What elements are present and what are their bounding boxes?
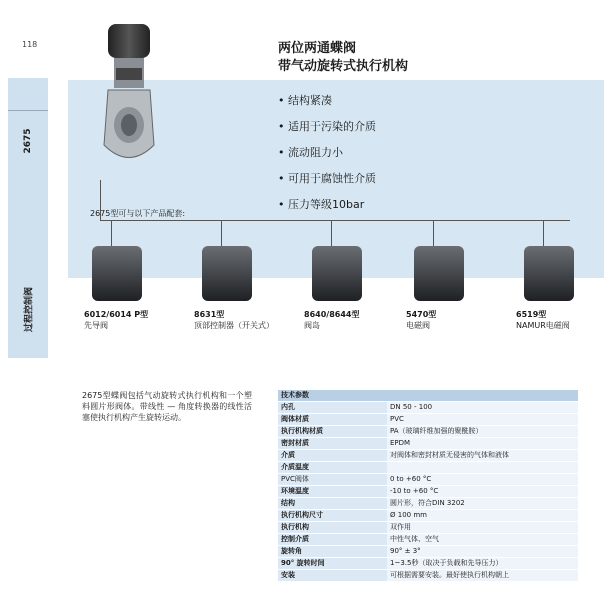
connector-line [100, 220, 570, 221]
accessory-desc: 顶部控制器（开关式） [194, 321, 274, 330]
feature-item: • 压力等级10bar [278, 198, 376, 224]
valve-island-image [312, 246, 362, 301]
accessory-name: 8640/8644型 [304, 310, 360, 319]
table-row [278, 426, 578, 438]
feature-item: • 可用于腐蚀性介质 [278, 172, 376, 198]
accessory-pilot-valve [84, 246, 164, 331]
spec-key: 控制介质 [278, 534, 387, 546]
spec-value: -10 to +60 °C [387, 486, 578, 498]
solenoid-valve-image [414, 246, 464, 301]
spec-key: 执行机构尺寸 [278, 510, 387, 522]
spec-key: 介质 [278, 450, 387, 462]
spec-value: 中性气体、空气 [387, 534, 578, 546]
spec-key: 结构 [278, 498, 387, 510]
spec-value: 双作用 [387, 522, 578, 534]
table-row [278, 558, 578, 570]
table-row [278, 534, 578, 546]
spec-value: PVC [387, 414, 578, 426]
spec-key: 旋转角 [278, 546, 387, 558]
namur-valve-image [524, 246, 574, 301]
spec-key: 介质温度 [278, 462, 387, 474]
feature-item: • 结构紧凑 [278, 94, 376, 120]
product-description: 2675型蝶阀包括气动旋转式执行机构和一个塑料圆片形阀体。带线性 — 角度转换器的线性活塞使执行机构产生旋转运动。 [82, 391, 252, 422]
accessory-top-controller [194, 246, 274, 331]
feature-list [278, 94, 376, 224]
table-row [278, 570, 578, 582]
feature-item: • 流动阻力小 [278, 146, 376, 172]
side-tab-code: 2675 [23, 128, 33, 154]
accessory-desc: 阀岛 [304, 321, 320, 330]
side-tab [8, 78, 48, 358]
title-line-1: 两位两通蝶阀 [278, 41, 357, 56]
page-number: 118 [22, 40, 38, 49]
spec-key: 执行机构材质 [278, 426, 387, 438]
spec-value: PA（玻璃纤维加强的聚酰胺） [387, 426, 578, 438]
spec-value: 对阀体和密封材质无侵害的气体和液体 [387, 450, 578, 462]
table-row [278, 474, 578, 486]
butterfly-valve-image [96, 20, 162, 180]
feature-item: • 适用于污染的介质 [278, 120, 376, 146]
side-tab-divider [8, 110, 48, 111]
accessory-desc: 电磁阀 [406, 321, 430, 330]
accessory-note: 2675型可与以下产品配套: [90, 209, 186, 218]
spec-key: 90° 旋转时间 [278, 558, 387, 570]
spec-table [278, 390, 578, 582]
accessory-name: 8631型 [194, 310, 225, 319]
accessory-namur-valve [516, 246, 596, 331]
accessory-name: 5470型 [406, 310, 437, 319]
spec-key: 阀体材质 [278, 414, 387, 426]
table-row [278, 462, 578, 474]
spec-key: 环境温度 [278, 486, 387, 498]
accessory-desc: 先导阀 [84, 321, 108, 330]
spec-value: 可根据需要安装。最好使执行机构朝上 [387, 570, 578, 582]
spec-value: 1~3.5秒（取决于负载和先导压力） [387, 558, 578, 570]
spec-key: 安装 [278, 570, 387, 582]
spec-value: DN 50 - 100 [387, 402, 578, 414]
spec-key: 内孔 [278, 402, 387, 414]
table-row [278, 402, 578, 414]
table-row [278, 450, 578, 462]
accessory-solenoid-valve [406, 246, 486, 331]
accessory-valve-island [304, 246, 384, 331]
top-controller-image [202, 246, 252, 301]
spec-key: 执行机构 [278, 522, 387, 534]
side-tab-category: 过程控制阀 [24, 286, 35, 333]
spec-value: 圆片形，符合DIN 3202 [387, 498, 578, 510]
spec-value: 0 to +60 °C [387, 474, 578, 486]
title-line-2: 带气动旋转式执行机构 [278, 59, 409, 74]
table-row [278, 486, 578, 498]
accessory-name: 6012/6014 P型 [84, 310, 149, 319]
table-row [278, 522, 578, 534]
spec-header: 技术参数 [278, 390, 387, 402]
table-row [278, 546, 578, 558]
table-row [278, 438, 578, 450]
spec-value: Ø 100 mm [387, 510, 578, 522]
accessory-desc: NAMUR电磁阀 [516, 321, 570, 330]
spec-header-row [278, 390, 578, 402]
spec-value: 90° ± 3° [387, 546, 578, 558]
pilot-valve-image [92, 246, 142, 301]
table-row [278, 498, 578, 510]
spec-key: 密封材质 [278, 438, 387, 450]
table-row [278, 414, 578, 426]
table-row [278, 510, 578, 522]
accessory-name: 6519型 [516, 310, 547, 319]
spec-value [387, 462, 578, 474]
spec-value: EPDM [387, 438, 578, 450]
spec-key: PVC阀体 [278, 474, 387, 486]
